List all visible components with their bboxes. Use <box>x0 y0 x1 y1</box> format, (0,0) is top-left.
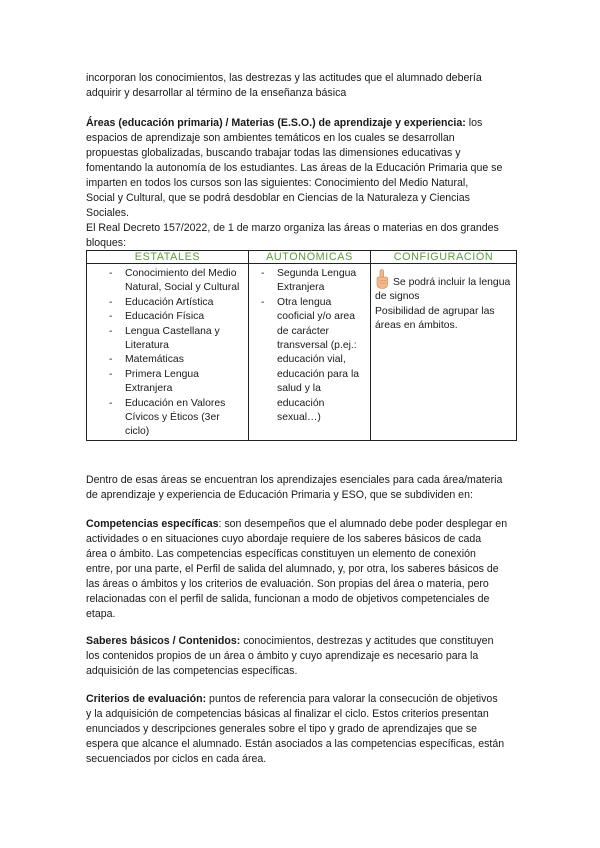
saberes-term: Saberes básicos / Contenidos: <box>86 635 241 647</box>
table-body-row <box>87 264 517 441</box>
decree-line-1: El Real Decreto 157/2022, de 1 de marzo organiza las áreas o materias en dos grandes <box>86 222 499 234</box>
areas-line: espacios de aprendizaje son ambientes temáticos en los cuales se desarrollan <box>86 132 455 144</box>
areas-line: Sociales. <box>86 207 129 219</box>
criterios-paragraph <box>86 692 516 767</box>
areas-table <box>86 250 517 441</box>
list-item: - Educación Artística <box>91 296 244 310</box>
competencias-line: las áreas o ámbitos y los criterios de evaluación. Son propias del área o materia, pero <box>86 578 489 590</box>
list-item: - Conocimiento del Medio Natural, Social y Cultural <box>91 267 244 296</box>
competencias-line: área o ámbito. Las competencias específicas constituyen un elemento de conexión <box>86 548 476 560</box>
criterios-line: enunciados y descripciones generales sobre el tipo y grado de aprendizajes que se <box>86 723 478 735</box>
essential-line-2: de aprendizaje y experiencia de Educación Primaria y ESO, que se subdividen en: <box>86 489 473 501</box>
autonomicas-list <box>253 267 366 425</box>
areas-line: fomentando la autonomía de los estudiantes. Las áreas de la Educación Primaria que se <box>86 162 503 174</box>
autonomicas-cell <box>249 264 371 441</box>
estatales-list <box>91 267 244 440</box>
areas-first-line <box>86 116 516 131</box>
competencias-term: Competencias específicas <box>86 518 219 530</box>
list-item: - Matemáticas <box>91 353 244 367</box>
saberes-line: los contenidos propios de un área o ámbito y cuyo aprendizaje es necesario para la <box>86 650 479 662</box>
list-item: - Otra lengua cooficial y/o area de carácter transversal (p.ej.: educación vial, educación para la salud y la educación sexual…) <box>253 296 366 426</box>
configuracion-cell <box>371 264 517 441</box>
decree-line-2: bloques: <box>86 237 127 249</box>
saberes-line: adquisición de las competencias específicas. <box>86 665 298 677</box>
header-configuracion: CONFIGURACIÓN <box>371 251 517 264</box>
essential-line-1: Dentro de esas áreas se encuentran los aprendizajes esenciales para cada área/materia <box>86 474 503 486</box>
saberes-paragraph <box>86 634 516 679</box>
areas-line: imparten en todos los cursos son las siguientes: Conocimiento del Medio Natural, <box>86 177 469 189</box>
intro-paragraph <box>86 71 516 101</box>
list-item: - Lengua Castellana y Literatura <box>91 325 244 354</box>
configuracion-text-2: Posibilidad de agrupar las áreas en ámbitos. <box>375 305 495 332</box>
list-item: - Educación Física <box>91 310 244 324</box>
areas-heading-tail: los <box>468 117 483 129</box>
criterios-line: espera que alcance el alumnado. Están asociados a las competencias específicas, están <box>86 738 505 750</box>
areas-line: Social y Cultural, que se podrá desdoblar en Ciencias de la Naturaleza y Ciencias <box>86 192 470 204</box>
pointing-hand-icon <box>375 269 389 289</box>
competencias-line: relacionadas con el perfil de salida, funcionan a modo de objetivos competenciales de <box>86 593 490 605</box>
header-autonomicas: AUTONÓMICAS <box>249 251 371 264</box>
criterios-term: Criterios de evaluación: <box>86 693 207 705</box>
areas-heading: Áreas (educación primaria) / Materias (E.S.O.) de aprendizaje y experiencia: <box>86 117 466 129</box>
competencias-line: entre, por una parte, el Perfil de salida del alumnado, y, por otra, los saberes básicos de <box>86 563 499 575</box>
competencias-line: etapa. <box>86 608 116 620</box>
competencias-line: actividades o en situaciones cuyo abordaje requiere de los saberes básicos de cada <box>86 533 482 545</box>
essential-paragraph <box>86 473 516 503</box>
table-header-row <box>87 251 517 264</box>
saberes-first-line <box>86 634 516 649</box>
areas-paragraph <box>86 116 516 251</box>
configuracion-text-1: Se podrá incluir la lengua de signos <box>375 277 511 303</box>
criterios-line: y la adquisición de competencias básicas al finalizar el ciclo. Estos criterios presentan <box>86 708 489 720</box>
header-estatales: ESTATALES <box>87 251 249 264</box>
competencias-paragraph <box>86 517 516 622</box>
configuracion-line-1 <box>375 269 512 305</box>
intro-line-1: incorporan los conocimientos, las destrezas y las actitudes que el alumnado debería <box>86 72 482 84</box>
areas-line: propuestas globalizadas, buscando trabajar todas las dimensiones educativas y <box>86 147 461 159</box>
intro-line-2: adquirir y desarrollar al término de la enseñanza básica <box>86 87 347 99</box>
list-item: - Educación en Valores Cívicos y Éticos (3er ciclo) <box>91 397 244 440</box>
criterios-line: secuenciados por ciclos en cada área. <box>86 753 267 765</box>
criterios-first-rest: puntos de referencia para valorar la consecución de objetivos <box>206 693 498 705</box>
competencias-first-rest: : son desempeños que el alumnado debe poder desplegar en <box>218 518 508 530</box>
list-item: - Primera Lengua Extranjera <box>91 368 244 397</box>
saberes-first-rest: conocimientos, destrezas y actitudes que constituyen <box>240 635 494 647</box>
estatales-cell <box>87 264 249 441</box>
competencias-first-line <box>86 517 516 532</box>
list-item: - Segunda Lengua Extranjera <box>253 267 366 296</box>
criterios-first-line <box>86 692 516 707</box>
